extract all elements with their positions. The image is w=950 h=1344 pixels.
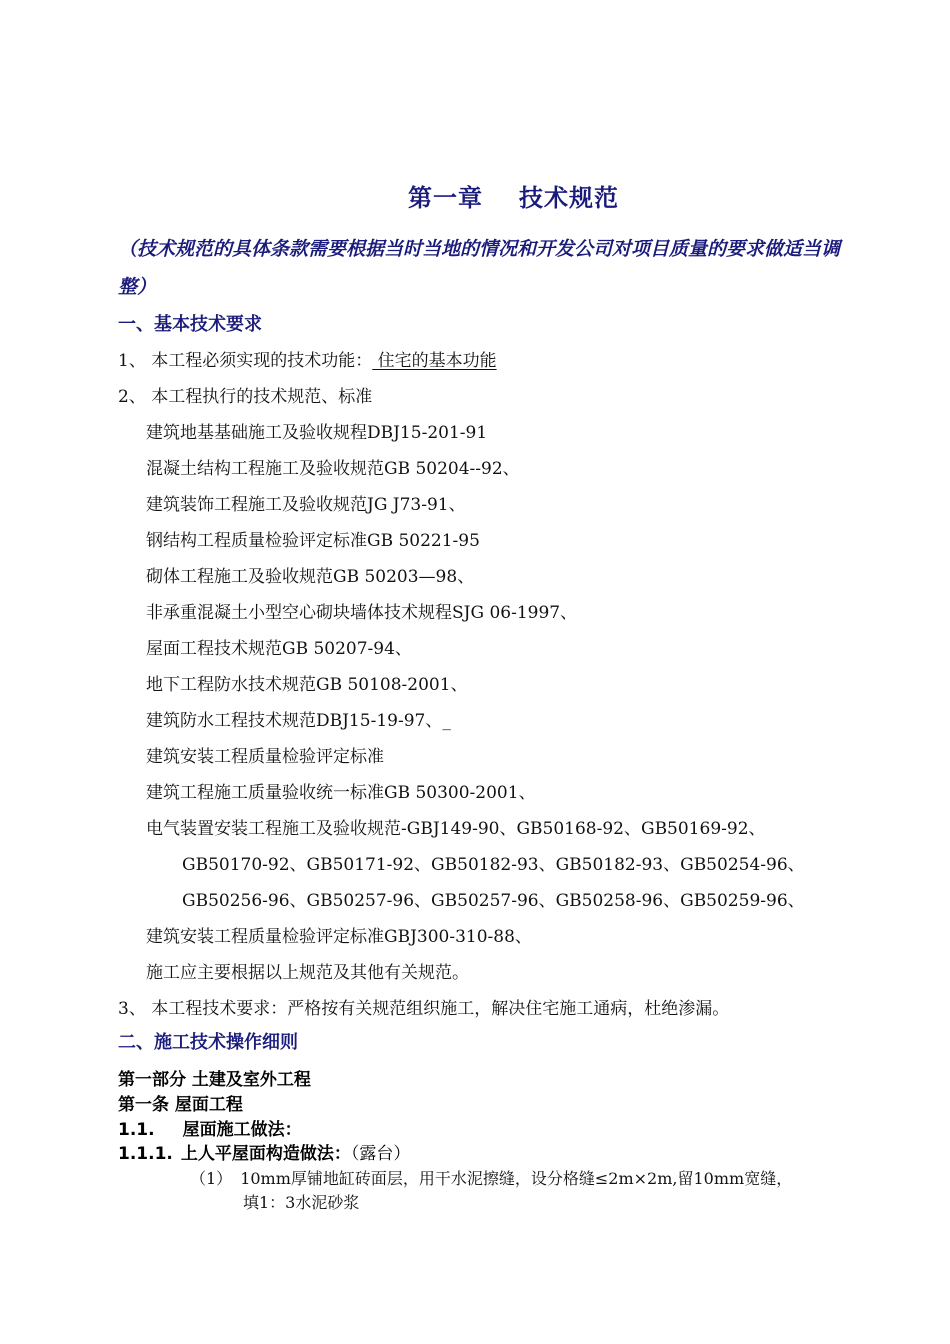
- subsection-1-1-1: [118, 1144, 410, 1164]
- standard-item: 地下工程防水技术规范GB 50108-2001、: [146, 675, 468, 695]
- step-1: [190, 1169, 792, 1188]
- standard-item: 屋面工程技术规范GB 50207-94、: [146, 639, 412, 659]
- standard-item: 建筑安装工程质量检验评定标准: [146, 747, 384, 767]
- step-text: 10mm厚铺地缸砖面层，用干水泥擦缝，设分格缝≤2m×2m,留10mm宽缝，: [240, 1169, 793, 1188]
- standard-item: 电气装置安装工程施工及验收规范-GBJ149-90、GB50168-92、GB50169-92、: [146, 819, 766, 839]
- chapter-number: 第一章: [408, 184, 483, 212]
- adjustment-note-line1: （技术规范的具体条款需要根据当时当地的情况和开发公司对项目质量的要求做适当调: [118, 238, 841, 260]
- chapter-title: [408, 184, 619, 213]
- subsection-number: 1.1.: [118, 1120, 155, 1140]
- standard-item: 建筑工程施工质量验收统一标准GB 50300-2001、: [146, 783, 536, 803]
- standard-item: 非承重混凝土小型空心砌块墙体技术规程SJG 06-1997、: [146, 603, 578, 623]
- section-heading-operation-details: 二、施工技术操作细则: [118, 1032, 298, 1053]
- standard-item: 建筑地基基础施工及验收规程DBJ15-201-91: [146, 423, 488, 443]
- subsection-1-1: [118, 1120, 302, 1140]
- item-technical-function-label: 1、 本工程必须实现的技术功能：: [118, 351, 373, 371]
- standard-item: 施工应主要根据以上规范及其他有关规范。: [146, 963, 469, 983]
- standard-item: 建筑安装工程质量检验评定标准GBJ300-310-88、: [146, 927, 532, 947]
- standard-item: 建筑防水工程技术规范DBJ15-19-97、_: [146, 711, 451, 731]
- article-heading: 第一条 屋面工程: [118, 1095, 243, 1115]
- part-heading: 第一部分 土建及室外工程: [118, 1070, 311, 1090]
- section-heading-basic-requirements: 一、基本技术要求: [118, 314, 262, 335]
- item-technical-requirements: 3、 本工程技术要求：严格按有关规范组织施工，解决住宅施工通病，杜绝渗漏。: [118, 999, 730, 1019]
- step-number: （1）: [190, 1169, 233, 1188]
- standard-item: GB50170-92、GB50171-92、GB50182-93、GB50182-93、GB50254-96、: [182, 855, 805, 875]
- standard-item: 建筑装饰工程施工及验收规范JG J73-91、: [146, 495, 466, 515]
- item-technical-function: [118, 351, 497, 371]
- standard-item: GB50256-96、GB50257-96、GB50257-96、GB50258-96、GB50259-96、: [182, 891, 805, 911]
- standard-item: 钢结构工程质量检验评定标准GB 50221-95: [146, 531, 480, 551]
- item-standards-heading: 2、 本工程执行的技术规范、标准: [118, 387, 373, 407]
- chapter-name: 技术规范: [519, 184, 619, 212]
- standard-item: 砌体工程施工及验收规范GB 50203—98、: [146, 567, 475, 587]
- subsection-number: 1.1.1.: [118, 1144, 173, 1164]
- subsection-title: 上人平屋面构造做法：: [180, 1144, 351, 1164]
- step-1-continuation: 填1：3水泥砂浆: [243, 1193, 360, 1212]
- adjustment-note-line2: 整）: [118, 276, 157, 298]
- item-technical-function-value: 住宅的基本功能: [372, 351, 497, 371]
- subsection-title: 屋面施工做法：: [182, 1120, 302, 1140]
- subsection-note: （露台）: [350, 1144, 411, 1164]
- standard-item: 混凝土结构工程施工及验收规范GB 50204--92、: [146, 459, 520, 479]
